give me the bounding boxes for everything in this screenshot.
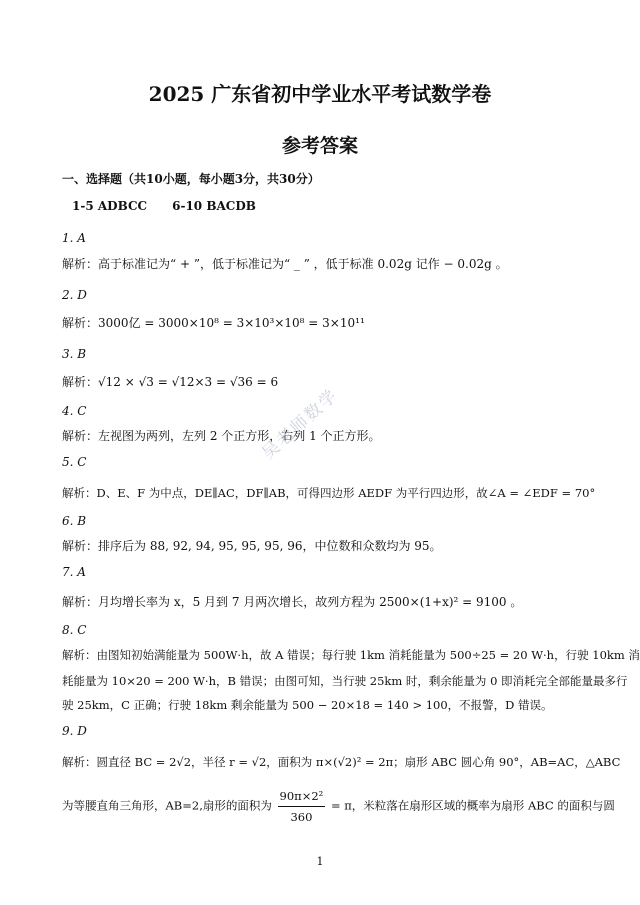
item-label-9: 9. D — [62, 724, 87, 738]
item-explanation-5: 解析：D、E、F 为中点，DE∥AC，DF∥AB，可得四边形 AEDF 为平行四边形，故∠A = ∠EDF = 70° — [62, 486, 596, 500]
sector-area-fraction — [278, 786, 326, 827]
item-label-7: 7. A — [62, 565, 86, 579]
item-label-6: 6. B — [62, 514, 87, 528]
item-explanation-6: 解析：排序后为 88, 92, 94, 95, 95, 95, 96，中位数和众数均为 95。 — [62, 539, 442, 553]
item-explanation-8-line2: 耗能量为 10×20 = 200 W·h，B 错误；由图可知，当行驶 25km 时，剩余能量为 0 即消耗完全部能量最多行 — [62, 674, 628, 688]
item-explanation-7: 解析：月均增长率为 x，5 月到 7 月两次增长，故列方程为 2500×(1+x)² = 9100 。 — [62, 595, 523, 609]
item-explanation-3: 解析：√12 × √3 = √12×3 = √36 = 6 — [62, 375, 279, 389]
item-label-3: 3. B — [62, 347, 87, 361]
fraction-numerator: 90π×2² — [278, 786, 326, 807]
item-label-5: 5. C — [62, 455, 87, 469]
item-explanation-8-line3: 驶 25km，C 正确；行驶 18km 剩余能量为 500 − 20×18 = 140 > 100，不报警，D 错误。 — [62, 698, 553, 712]
fraction-denominator: 360 — [290, 810, 313, 824]
item-explanation-4: 解析：左视图为两列，左列 2 个正方形，右列 1 个正方形。 — [62, 429, 381, 443]
item-explanation-2: 解析：3000亿 = 3000×10⁸ = 3×10³×10⁸ = 3×10¹¹ — [62, 316, 365, 330]
item-label-2: 2. D — [62, 288, 87, 302]
item-label-8: 8. C — [62, 623, 87, 637]
page-subtitle: 参考答案 — [281, 135, 358, 157]
item-explanation-9-line2 — [62, 786, 620, 827]
item-explanation-8-line1: 解析：由图知初始满能量为 500W·h，故 A 错误；每行驶 1km 消耗能量为 500÷25 = 20 W·h，行驶 10km 消 — [62, 648, 640, 662]
item-label-4: 4. C — [62, 404, 87, 418]
answer-key: 1-5 ADBCC 6-10 BACDB — [72, 199, 256, 213]
item-explanation-9-line1: 解析：圆直径 BC = 2√2，半径 r = √2，面积为 π×(√2)² = 2π；扇形 ABC 圆心角 90°，AB=AC，△ABC — [62, 755, 621, 769]
page-number: 1 — [316, 855, 324, 868]
page-title: 2025 广东省初中学业水平考试数学卷 — [148, 82, 492, 106]
watermark: 吴老师数学 — [258, 385, 343, 464]
item-explanation-1: 解析：高于标准记为“ + ”，低于标准记为“ _ ” ，低于标准 0.02g 记作 − 0.02g 。 — [62, 257, 508, 271]
item-explanation-9-part-b: = π，米粒落在扇形区域的概率为扇形 ABC 的面积与圆 — [330, 798, 615, 813]
item-explanation-9-part-a: 为等腰直角三角形，AB=2,扇形的面积为 — [62, 798, 272, 813]
section-heading: 一、选择题（共10小题，每小题3分，共30分） — [62, 172, 320, 186]
item-label-1: 1. A — [62, 231, 86, 245]
